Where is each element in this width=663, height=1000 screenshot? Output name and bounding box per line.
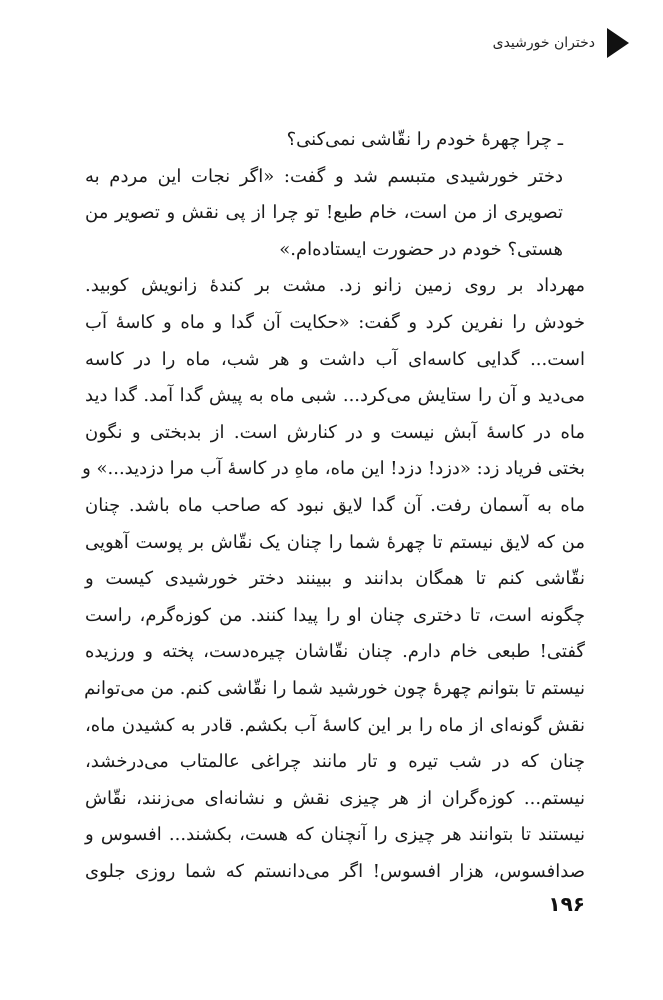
text-line: مهرداد بر روی زمین زانو زد. مشت بر کندۀ زانویش کوبید. <box>85 275 585 297</box>
text-line: هستی؟ خودم در حضورت ایستاده‌ام.» <box>279 238 563 260</box>
paragraph-3 <box>82 268 585 890</box>
triangle-marker-icon <box>607 28 629 58</box>
text-line: ماه در کاسۀ آبش نیست و در کنارش است. از بدبختی و نگون <box>85 421 585 443</box>
running-head <box>493 28 629 58</box>
text-line: چنان که در شب تیره و تار مانند چراغی عالمتاب می‌درخشد، <box>85 751 585 773</box>
text-line: دختر خورشیدی متبسم شد و گفت: «اگر نجات این مردم به <box>85 165 563 187</box>
page-number: ۱۹۶ <box>548 892 585 916</box>
text-line: تصویری از من است، خام طبع! تو چرا از پی نقش و تصویر من <box>85 202 563 224</box>
text-line: نیستم... کوزه‌گران از هر چیزی نقش و نشانه‌ای می‌زنند، نقّاش <box>85 787 585 809</box>
book-title: دختران خورشیدی <box>492 35 595 51</box>
text-line: نیستند تا بتوانند هر چیزی را آنچنان که هست، بکشند... افسوس و <box>85 824 585 846</box>
text-line: بختی فریاد زد: «دزد! دزد! این ماه، ماهِ در کاسۀ آب مرا دزدید...» و <box>82 458 585 480</box>
text-line: نقّاشی کنم تا همگان بدانند و ببینند دختر خورشیدی کیست و <box>85 568 585 590</box>
text-line: است... گدایی کاسه‌ای آب داشت و هر شب، ماه را در کاسه <box>85 348 585 370</box>
paragraph-2 <box>85 159 585 269</box>
body-text <box>82 122 585 890</box>
text-line: گفتی! طبعی خام دارم. چنان نقّاشان چیره‌دست، پخته و ورزیده <box>85 641 585 663</box>
text-line: نیستم تا بتوانم چهرۀ چون خورشید شما را نقّاشی کنم. من می‌توانم <box>84 677 585 699</box>
text-line: می‌دید و آن را ستایش می‌کرد... شبی ماه به پیش گدا آمد. گدا دید <box>85 385 585 407</box>
text-line: من که لایق نیستم تا چهرۀ شما را چنان یک نقّاش بر پوست آهویی <box>85 531 585 553</box>
text-line: خودش را نفرین کرد و گفت: «حکایت آن گدا و ماه و کاسۀ آب <box>85 311 585 333</box>
text-line: صدافسوس، هزار افسوس! اگر می‌دانستم که شما روزی جلوی <box>85 860 585 882</box>
text-line: چگونه است، تا دختری چنان او را پیدا کنند. من کوزه‌گرم، راست <box>85 604 585 626</box>
text-line: ماه به آسمان رفت. آن گدا لایق نبود که صاحب ماه باشد. چنان <box>85 494 585 516</box>
paragraph-1 <box>85 122 585 159</box>
text-line: نقش گونه‌ای از ماه را بر این کاسۀ آب بکشم. قادر به کشیدن ماه، <box>85 714 585 736</box>
text-line: ـ چرا چهرۀ خودم را نقّاشی نمی‌کنی؟ <box>286 129 563 150</box>
